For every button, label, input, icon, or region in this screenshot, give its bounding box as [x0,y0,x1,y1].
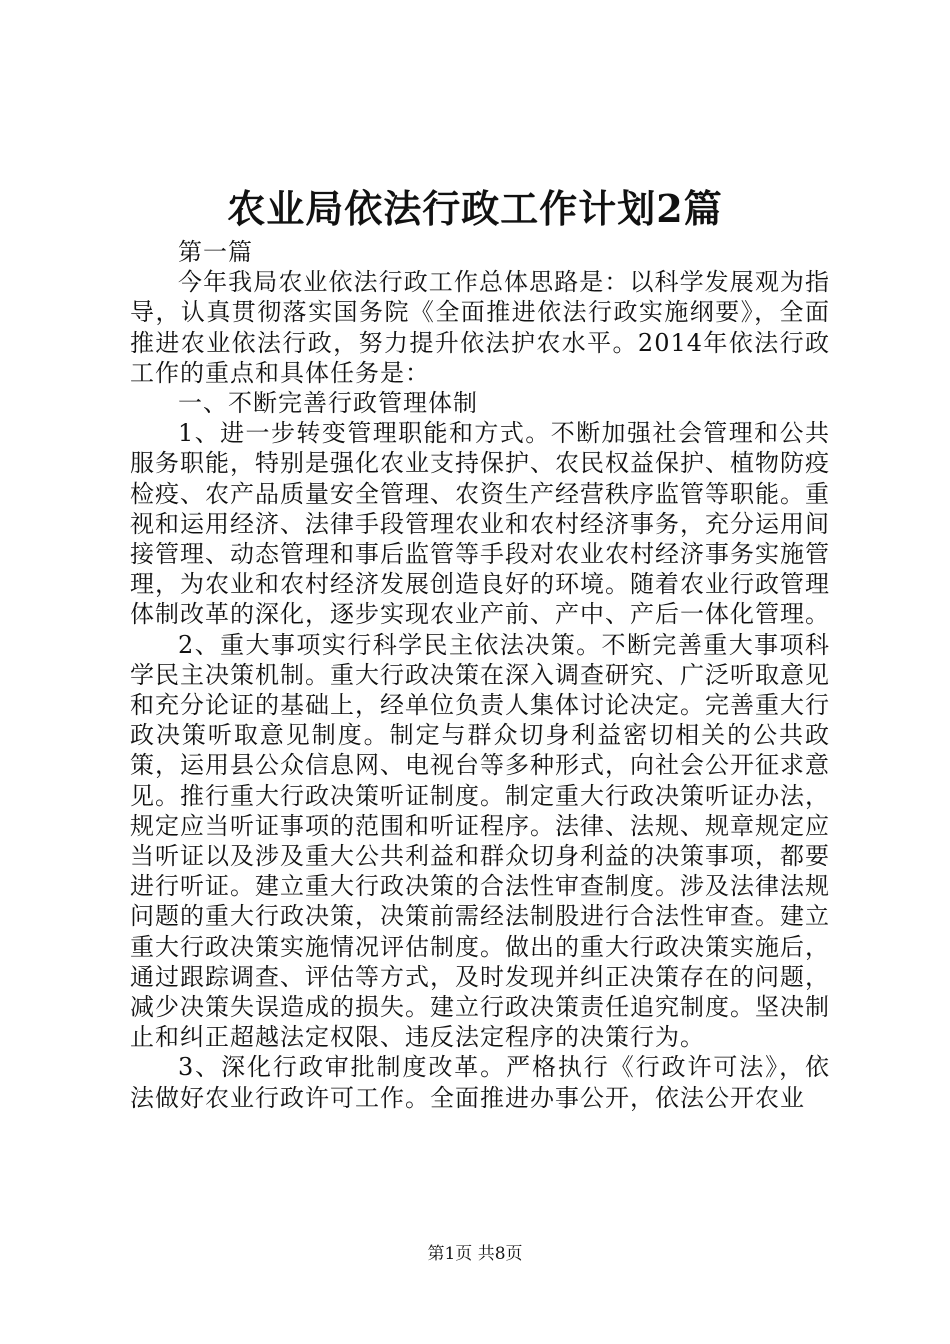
section-heading-one: 一、不断完善行政管理体制 [178,389,478,418]
document-title: 农业局依法行政工作计划2篇 [227,186,723,231]
page-number-footer: 第1页 共8页 [427,1244,523,1264]
paragraph-item-3: 3、深化行政审批制度改革。严格执行《行政许可法》，依法做好农业行政许可工作。全面推进办事公开，依法公开农业 [130,1053,830,1112]
paragraph-item-1: 1、进一步转变管理职能和方式。不断加强社会管理和公共服务职能，特别是强化农业支持保护、农民权益保护、植物防疫检疫、农产品质量安全管理、农资生产经营秩序监管等职能。重视和运用经济、法律手段管理农业和农村经济事务，充分运用间接管理、动态管理和事后监管等手段对农业农村经济事务实施管理，为农业和农村经济发展创造良好的环境。随着农业行政管理体制改革的深化，逐步实现农业产前、产中、产后一体化管理。 [130,419,830,629]
section-heading-first: 第一篇 [178,238,253,266]
paragraph-item-2: 2、重大事项实行科学民主依法决策。不断完善重大事项科学民主决策机制。重大行政决策在深入调查研究、广泛听取意见和充分论证的基础上，经单位负责人集体讨论决定。完善重大行政决策听取意见制度。制定与群众切身利益密切相关的公共政策，运用县公众信息网、电视台等多种形式，向社会公开征求意见。推行重大行政决策听证制度。制定重大行政决策听证办法，规定应当听证事项的范围和听证程序。法律、法规、规章规定应当听证以及涉及重大公共利益和群众切身利益的决策事项，都要进行听证。建立重大行政决策的合法性审查制度。涉及法律法规问题的重大行政决策，决策前需经法制股进行合法性审查。建立重大行政决策实施情况评估制度。做出的重大行政决策实施后，通过跟踪调查、评估等方式，及时发现并纠正决策存在的问题，减少决策失误造成的损失。建立行政决策责任追究制度。坚决制止和纠正超越法定权限、违反法定程序的决策行为。 [130,630,830,1052]
paragraph-intro: 今年我局农业依法行政工作总体思路是：以科学发展观为指导，认真贯彻落实国务院《全面推进依法行政实施纲要》，全面推进农业依法行政，努力提升依法护农水平。2014年依法行政工作的重点和具体任务是： [130,268,830,387]
document-body [130,237,830,1113]
